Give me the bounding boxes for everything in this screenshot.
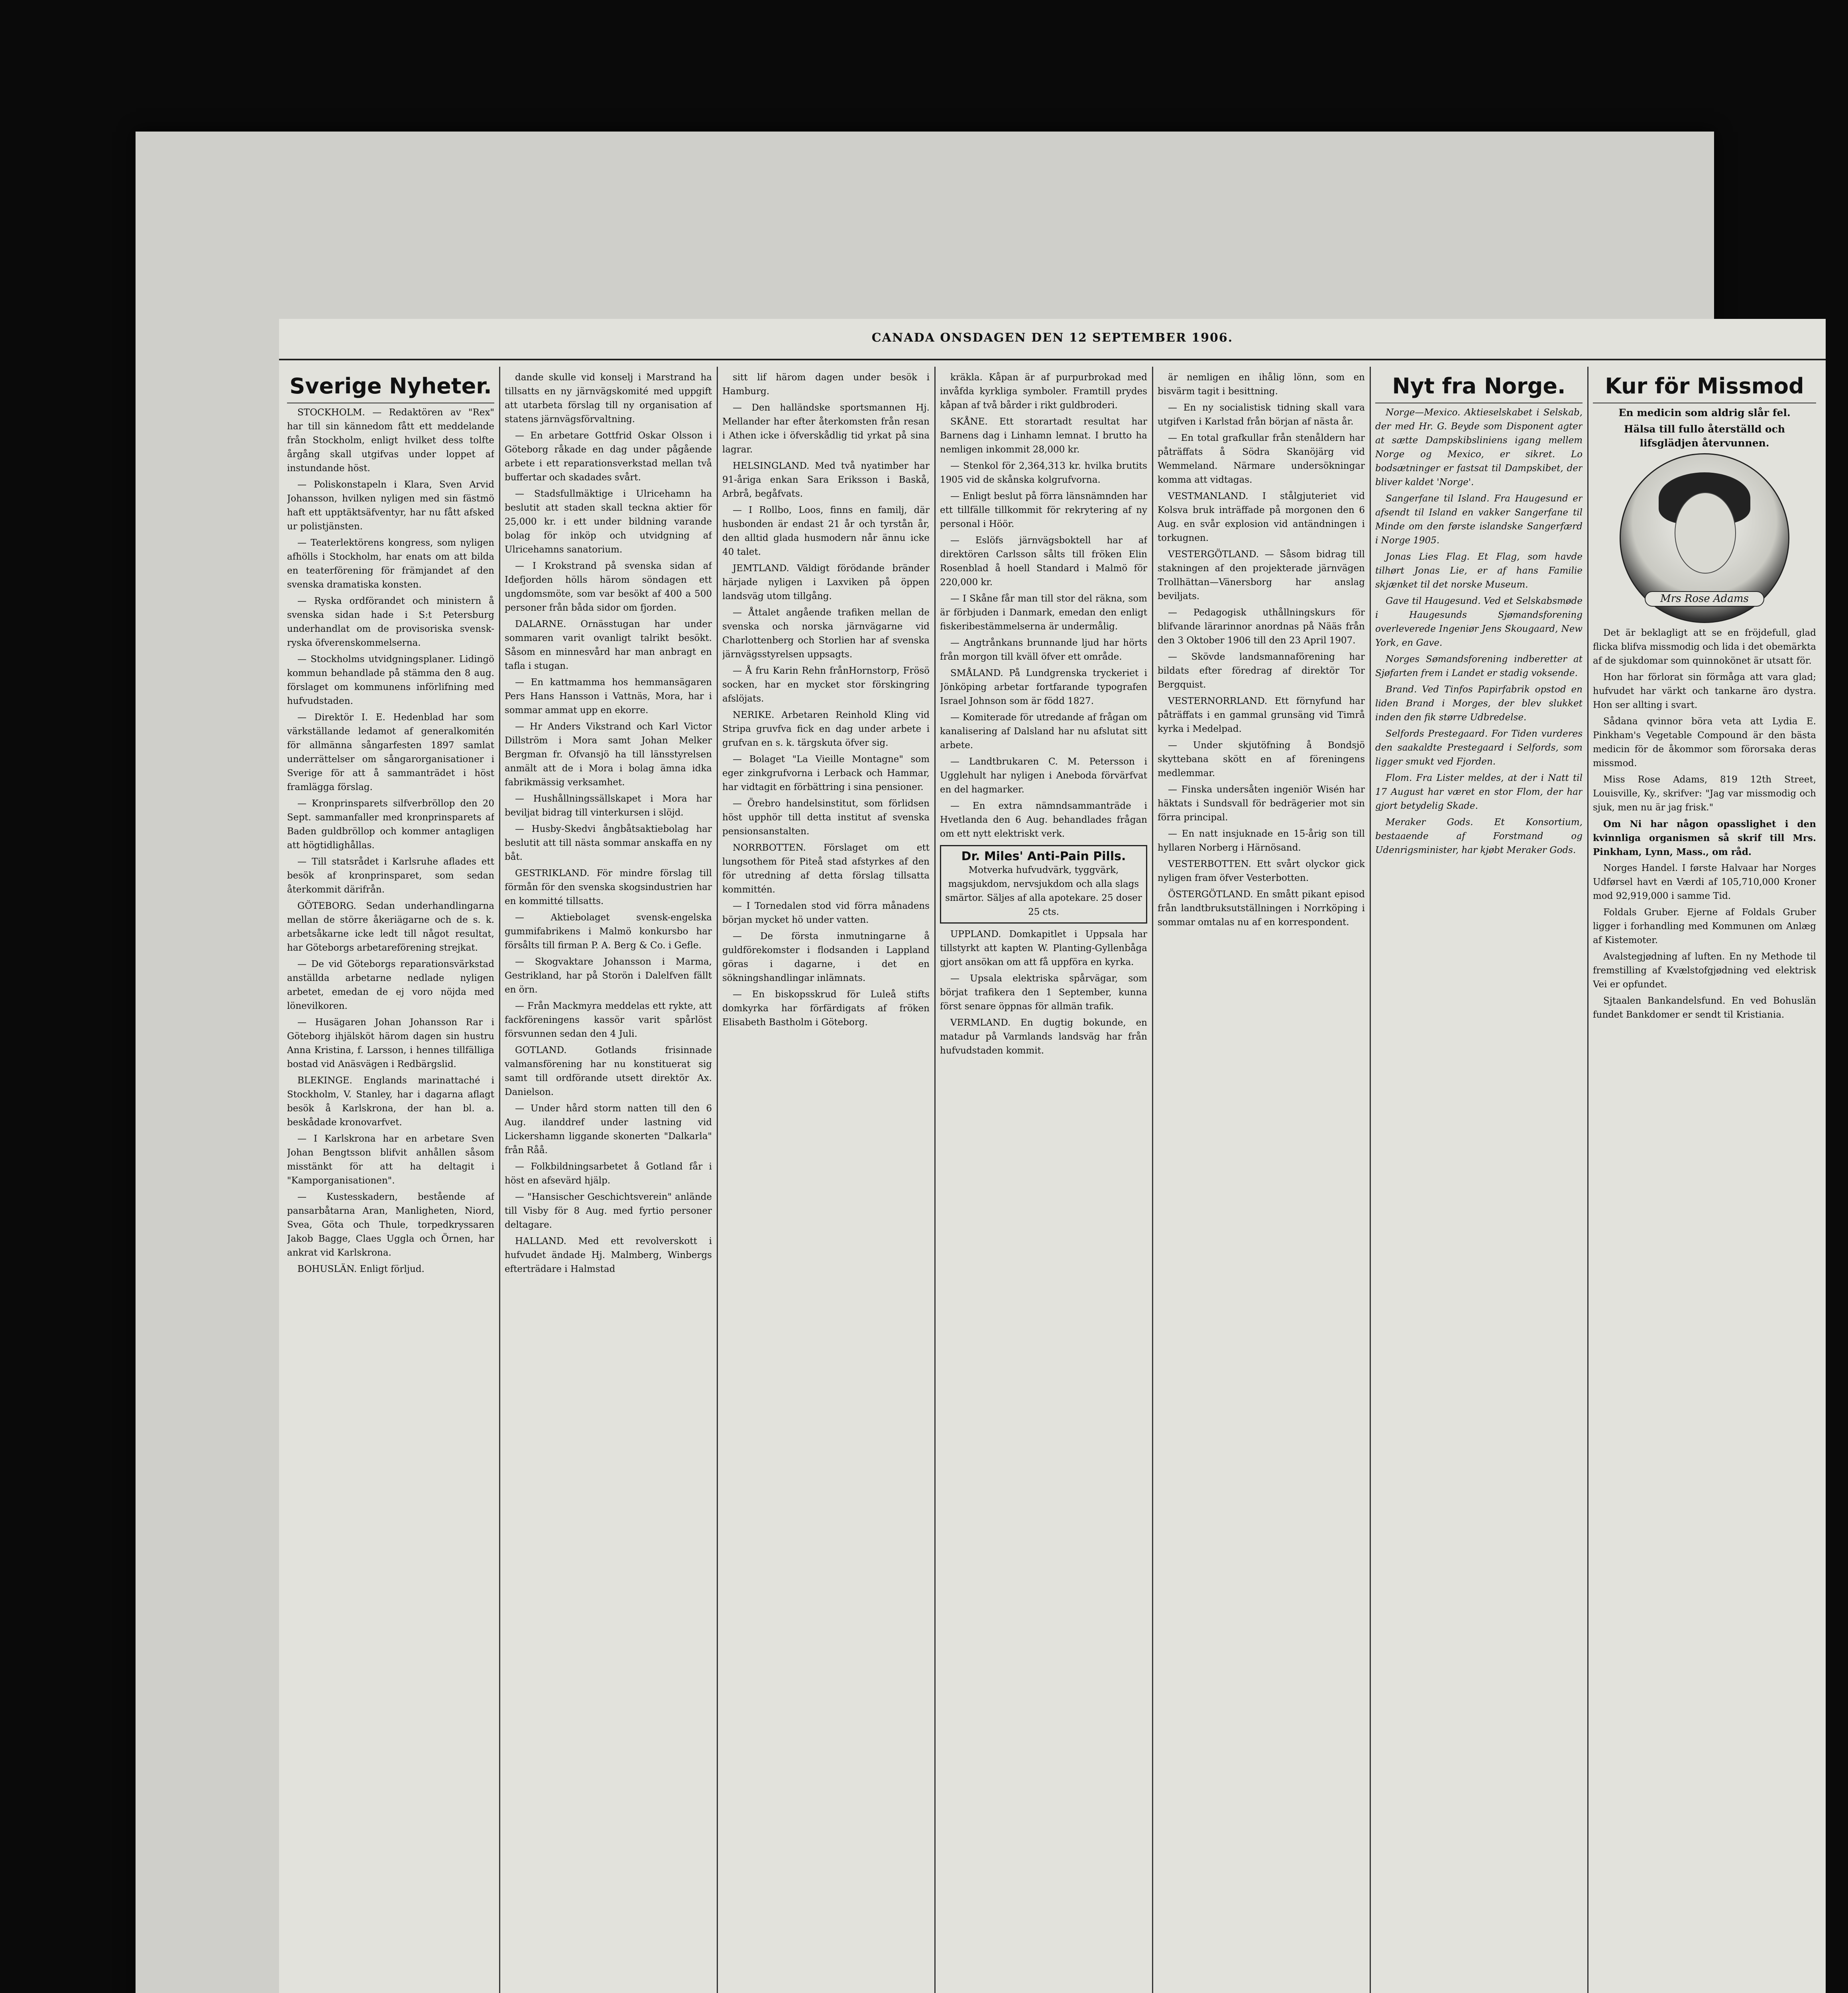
column-3 [722, 371, 930, 1993]
article-paragraph: — Hr Anders Vikstrand och Karl Victor Dillström i Mora samt Johan Melker Bergman fr. Ofvansjö ha till länsstyrelsen anmält att de i Mora i bolag ämna idka fabrikmässig verksamhet. [505, 721, 712, 788]
article-paragraph: — I Krokstrand på svenska sidan af Idefjorden hölls härom söndagen ett ungdomsmöte, som var besökt af 400 a 500 personer från båda sidor om fjorden. [505, 561, 712, 613]
column-divider [934, 367, 936, 1993]
article-paragraph: — Från Mackmyra meddelas ett rykte, att fackföreningens kassör varit spårlöst försvunnen sedan den 4 Juli. [505, 1001, 712, 1039]
article-paragraph: — "Hansischer Geschichtsverein" anlände till Visby för 8 Aug. med fyrtio personer deltagare. [505, 1192, 712, 1230]
column-divider [1370, 367, 1371, 1993]
article-paragraph: Sådana qvinnor böra veta att Lydia E. Pinkham's Vegetable Compound är den bästa medicin för de åkommor som förorsaka deras missmod. [1593, 716, 1816, 769]
article-paragraph: — Skogvaktare Johansson i Marma, Gestrikland, har på Storön i Dalelfven fällt en örn. [505, 957, 712, 995]
article-paragraph: sitt lif härom dagen under besök i Hamburg. [722, 372, 930, 397]
article-paragraph: — Den halländske sportsmannen Hj. Mellander har efter återkomsten från resan i Athen icke i öfverskådlig tid yrkat på sina lagrar. [722, 403, 930, 455]
article-paragraph: — Finska undersåten ingeniör Wisén har häktats i Sundsvall för bedrägerier mot sin förra principal. [1158, 784, 1365, 823]
article-paragraph: GÖTEBORG. Sedan underhandlingarna mellan de större åkeriägarne och de s. k. arbetsåkarne icke ledt till något resultat, har Göteborgs arbetareförening strejkat. [287, 901, 494, 953]
newspaper-sheet [136, 132, 1816, 1993]
article-paragraph: Avalstegjødning af luften. En ny Methode til fremstilling af Kvælstofgjødning ved elektrisk Vei er opfundet. [1593, 951, 1816, 990]
section-title: Nyt fra Norge. [1375, 372, 1583, 403]
section-kicker: En medicin som aldrig slår fel. [1618, 407, 1791, 419]
article-paragraph: Selfords Prestegaard. For Tiden vurderes den saakaldte Prestegaard i Selfords, som ligger smukt ved Fjorden. [1375, 729, 1583, 767]
article-paragraph: ÖSTERGÖTLAND. En smått pikant episod från landtbruksutställningen i Norrköping i sommar omtalas nu af en korrespondent. [1158, 889, 1365, 928]
article-paragraph: Norges Handel. I første Halvaar har Norges Udførsel havt en Værdi af 105,710,000 Kroner mod 92,919,000 i samme Tid. [1593, 863, 1816, 901]
article-paragraph: Gave til Haugesund. Ved et Selskabsmøde i Haugesunds Sjømandsforening overleverede Ingeniør Jens Skougaard, New York, en Gave. [1375, 596, 1583, 648]
column-5 [1158, 371, 1365, 1993]
article-paragraph: — Angtrånkans brunnande ljud har hörts från morgon till kväll öfver ett område. [940, 638, 1147, 662]
article-paragraph: — Poliskonstapeln i Klara, Sven Arvid Johansson, hvilken nyligen med sin fästmö haft ett upptäktsäfventyr, har nu fått afsked ur polistjänsten. [287, 480, 494, 532]
article-paragraph: — En total grafkullar från stenåldern har påträffats å Södra Skanöjärg vid Wemmeland. Närmare undersökningar komma att vidtagas. [1158, 433, 1365, 485]
article-paragraph: — Direktör I. E. Hedenblad har som värkställande ledamot af generalkomitén för allmänna sångarfesten 1897 samlat underrättelser om sångarorganisationer i Sverige för att å sammanträdet i höst framlägga förslag. [287, 712, 494, 792]
article-paragraph: Norge—Mexico. Aktieselskabet i Selskab, der med Hr. G. Beyde som Disponent agter at sætte Dampskibsliniens igang mellem Norge og Mexico, er sikret. Lo bodsætninger er fastsat til Dampskibet, der bliver kaldet 'Norge'. [1375, 407, 1583, 487]
article-paragraph: — Husby-Skedvi ångbåtsaktiebolag har beslutit att till nästa sommar anskaffa en ny båt. [505, 824, 712, 862]
article-paragraph: — Skövde landsmannaförening har bildats efter föredrag af direktör Tor Bergquist. [1158, 652, 1365, 690]
article-paragraph: — I Tornedalen stod vid förra månadens början mycket hö under vatten. [722, 901, 930, 925]
article-paragraph: — Ryska ordförandet och ministern å svenska sidan hade i S:t Petersburg underhandlat om de provisoriska svensk-ryska öfverenskommelserna. [287, 596, 494, 648]
article-paragraph: Det är beklagligt att se en fröjdefull, glad flicka blifva missmodig och lida i det obemärkta af de sjukdomar som quinnokönet är utsatt för. [1593, 628, 1816, 666]
article-paragraph: — Husägaren Johan Johansson Rar i Göteborg ihjälsköt härom dagen sin hustru Anna Kristina, f. Larsson, i hennes tillfälliga bostad vid Anäsvägen i Redbärgslid. [287, 1017, 494, 1069]
article-paragraph: — Åttalet angående trafiken mellan de svenska och norska järnvägarne vid Charlottenberg och Storlien har af svenska järnvägsstyrelsen uppsagts. [722, 607, 930, 660]
article-paragraph: — Eslöfs järnvägsboktell har af direktören Carlsson sålts till fröken Elin Rosenblad å hoell Standard i Malmö för 220,000 kr. [940, 535, 1147, 588]
article-paragraph: UPPLAND. Domkapitlet i Uppsala har tillstyrkt att kapten W. Planting-Gyllenbåga gjort ansökan om att få uppföra en kyrka. [940, 929, 1147, 967]
portrait-illustration [1620, 453, 1789, 623]
article-paragraph: — Komiterade för utredande af frågan om kanalisering af Dalsland har nu afslutat sitt arbete. [940, 712, 1147, 751]
column-sverige-nyheter [287, 371, 494, 1993]
article-paragraph: Norges Sømandsforening indberetter at Sjøfarten frem i Landet er stadig voksende. [1375, 654, 1583, 678]
article-paragraph: VESTERGÖTLAND. — Såsom bidrag till stakningen af den projekterade järnvägen Trollhättan—Vänersborg har anslag beviljats. [1158, 549, 1365, 601]
article-paragraph: — De vid Göteborgs reparationsvärkstad anställda arbetarne nedlade nyligen arbetet, emedan de ej voro nöjda med lönevilkoren. [287, 959, 494, 1011]
article-paragraph: Brand. Ved Tinfos Papirfabrik opstod en liden Brand i Morges, der blev slukket inden den fik større Udbredelse. [1375, 684, 1583, 723]
article-paragraph: — Enligt beslut på förra länsnämnden har ett tillfälle tillkommit för rekrytering af ny personal i Höör. [940, 491, 1147, 529]
article-paragraph: är nemligen en ihålig lönn, som en bisvärm tagit i besittning. [1158, 372, 1365, 397]
article-paragraph: Sangerfane til Island. Fra Haugesund er afsendt til Island en vakker Sangerfane til Minde om den første islandske Sangerfærd i Norge 1905. [1375, 493, 1583, 546]
article-paragraph: — Stockholms utvidgningsplaner. Lidingö kommun behandlade på stämma den 8 aug. förslaget om kommunens införlifning med hufvudstaden. [287, 654, 494, 706]
article-paragraph: — Bolaget "La Vieille Montagne" som eger zinkgrufvorna i Lerback och Hammar, har vidtagit en förbättring i sina pensioner. [722, 754, 930, 792]
article-paragraph: — I Rollbo, Loos, finns en familj, där husbonden är endast 21 år och tyrstån år, den alltid glada husmodern når ännu icke 40 talet. [722, 505, 930, 557]
article-paragraph: Om Ni har någon opasslighet i den kvinnliga organismen så skrif till Mrs. Pinkham, Lynn, Mass., om råd. [1593, 819, 1816, 857]
article-paragraph: — En arbetare Gottfrid Oskar Olsson i Göteborg råkade en dag under pågående arbete i ett reparationsverkstad mellan två buffertar och skadades svårt. [505, 430, 712, 483]
article-paragraph: BLEKINGE. Englands marinattaché i Stockholm, V. Stanley, har i dagarna aflagt besök å Karlskrona, der han bl. a. beskådade kronovarfvet. [287, 1075, 494, 1128]
column-kur-for-missmod [1593, 371, 1816, 1993]
section-intro: Hälsa till fullo återställd och lifsglädjen återvunnen. [1624, 423, 1785, 449]
column-divider [1152, 367, 1153, 1993]
portrait-face [1675, 492, 1736, 574]
article-paragraph: — Under skjutöfning å Bondsjö skyttebana skött en af föreningens medlemmar. [1158, 740, 1365, 778]
article-paragraph: SMÅLAND. På Lundgrenska tryckeriet i Jönköping arbetar fortfarande typografen Israel Johnson som är född 1827. [940, 668, 1147, 706]
column-divider [717, 367, 718, 1993]
article-paragraph: — Under hård storm natten till den 6 Aug. ilanddref under lastning vid Lickershamn liggande skonerten "Dalkarla" från Råå. [505, 1103, 712, 1156]
article-paragraph: — Landtbrukaren C. M. Petersson i Ugglehult har nyligen i Aneboda förvärfvat en del hagmarker. [940, 757, 1147, 795]
article-paragraph: — En ny socialistisk tidning skall vara utgifven i Karlstad från början af nästa år. [1158, 403, 1365, 427]
column-divider [1587, 367, 1588, 1993]
article-paragraph: VESTERNORRLAND. Ett förnyfund har påträffats i en gammal grunsäng vid Timrå kyrka i Medelpad. [1158, 696, 1365, 734]
article-paragraph: NORRBOTTEN. Förslaget om ett lungsothem för Piteå stad afstyrkes af den för utredning af detta förslag tillsatta kommittén. [722, 843, 930, 895]
column-4 [940, 371, 1147, 1993]
article-paragraph: STOCKHOLM. — Redaktören av "Rex" har till sin kännedom fått ett meddelande från Stockholm, enligt hvilket dess tolfte årgång skall utgifvas under loppet af instundande höst. [287, 407, 494, 474]
article-paragraph: — Kustesskadern, bestående af pansarbåtarna Aran, Manligheten, Niord, Svea, Göta och Thule, torpedkryssaren Jakob Bagge, Claes Uggla och Örnen, har ankrat vid Karlskrona. [287, 1192, 494, 1258]
article-paragraph: — En biskopsskrud för Luleå stifts domkyrka har förfärdigats af fröken Elisabeth Bastholm i Göteborg. [722, 989, 930, 1028]
article-paragraph: — Teaterlektörens kongress, som nyligen afhölls i Stockholm, har enats om att bilda en teaterförening för främjandet af den svenska dramatiska konsten. [287, 538, 494, 590]
article-paragraph: GOTLAND. Gotlands frisinnade valmansförening har nu konstituerat sig samt till ordförande utsett direktör Ax. Danielson. [505, 1045, 712, 1097]
article-paragraph: HELSINGLAND. Med två nyatimber har 91-åriga enkan Sara Eriksson i Baskå, Arbrå, begåfvats. [722, 461, 930, 499]
portrait-caption: Mrs Rose Adams [1645, 591, 1764, 607]
section-title: Sverige Nyheter. [287, 372, 494, 403]
article-paragraph: kräkla. Kåpan är af purpurbrokad med invåfda kyrkliga symboler. Framtill prydes kåpan af två bårder i rikt guldbroderi. [940, 372, 1147, 411]
article-paragraph: — Upsala elektriska spårvägar, som börjat trafikera den 1 September, kunna först senare öppnas för allmän trafik. [940, 973, 1147, 1012]
article-paragraph: GESTRIKLAND. För mindre förslag till förmån för den svenska skogsindustrien har en kommitté tillsatts. [505, 868, 712, 906]
advertisement-title: Dr. Miles' Anti-Pain Pills. [961, 849, 1126, 863]
article-paragraph: — Hushållningssällskapet i Mora har beviljat bidrag till vinterkursen i slöjd. [505, 794, 712, 818]
advertisement-text: Motverka hufvudvärk, tyggvärk, magsjukdom, nervsjukdom och alla slags smärtor. Säljes af alla apotekare. 25 doser 25 cts. [945, 865, 1142, 917]
article-paragraph: — Å fru Karin Rehn frånHornstorp, Frösö socken, har en mycket stor förskingring afslöjats. [722, 666, 930, 704]
article-paragraph: JEMTLAND. Väldigt förödande bränder härjade nyligen i Laxviken på öppen landsväg utom tillgång. [722, 563, 930, 601]
article-paragraph: Jonas Lies Flag. Et Flag, som havde tilhørt Jonas Lie, er af hans Familie skjænket til det norske Museum. [1375, 552, 1583, 590]
column-divider [499, 367, 500, 1993]
article-paragraph: Foldals Gruber. Ejerne af Foldals Gruber ligger i forhandling med Kommunen om Anlæg af Kistemoter. [1593, 907, 1816, 945]
article-paragraph: NERIKE. Arbetaren Reinhold Kling vid Stripa gruvfva fick en dag under arbete i grufvan en s. k. tärgskuta öfver sig. [722, 710, 930, 748]
article-paragraph: — En natt insjuknade en 15-årig son till hyllaren Norberg i Härnösand. [1158, 829, 1365, 853]
article-paragraph: — I Karlskrona har en arbetare Sven Johan Bengtsson blifvit anhållen såsom misstänkt för att ha deltagit i "Kamporganisationen". [287, 1134, 494, 1186]
article-paragraph: — Kronprinsparets silfverbröllop den 20 Sept. sammanfaller med kronprinsparets af Baden guldbröllop och kommer antagligen att högtidlighållas. [287, 798, 494, 851]
article-paragraph: VESTMANLAND. I stålgjuteriet vid Kolsva bruk inträffade på morgonen den 6 Aug. en svår explosion vid antändningen i torkugnen. [1158, 491, 1365, 543]
article-paragraph: — I Skåne får man till stor del räkna, som är förbjuden i Danmark, emedan den enligt fiskeribestämmelserna är undermålig. [940, 594, 1147, 632]
article-paragraph: — En kattmamma hos hemmansägaren Pers Hans Hansson i Vattnäs, Mora, har i sommar ammat upp en ekorre. [505, 677, 712, 715]
newspaper-page [279, 319, 1826, 1993]
article-paragraph: Miss Rose Adams, 819 12th Street, Louisville, Ky., skrifver: "Jag var missmodig och sjuk, men nu är jag frisk." [1593, 774, 1816, 813]
article-paragraph: SKÅNE. Ett storartadt resultat har Barnens dag i Linhamn lemnat. I brutto ha nemligen inkommit 28,000 kr. [940, 417, 1147, 455]
article-paragraph: VERMLAND. En dugtig bokunde, en matadur på Varmlands landsväg har från hufvudstaden kommit. [940, 1018, 1147, 1056]
article-paragraph: — En extra nämndsammanträde i Hvetlanda den 6 Aug. behandlades frågan om ett nytt elektriskt verk. [940, 801, 1147, 839]
article-paragraph: — Folkbildningsarbetet å Gotland får i höst en afsevärd hjälp. [505, 1162, 712, 1186]
article-paragraph: — Stenkol för 2,364,313 kr. hvilka brutits 1905 vid de skånska kolgrufvorna. [940, 461, 1147, 485]
column-2 [505, 371, 712, 1993]
section-title: Kur för Missmod [1593, 372, 1816, 403]
masthead-rule [279, 359, 1826, 360]
article-paragraph: HALLAND. Med ett revolverskott i hufvudet ändade Hj. Malmberg, Winbergs efterträdare i Halmstad [505, 1236, 712, 1274]
article-paragraph: Hon har förlorat sin förmåga att vara glad; hufvudet har värkt och tankarne äro dystra. Hon ser allting i svart. [1593, 672, 1816, 710]
article-paragraph: — Stadsfullmäktige i Ulricehamn ha beslutit att staden skall teckna aktier för 25,000 kr. i ett under bildning varande bolag för inköp och utvidgning af Ulricehamns sanatorium. [505, 489, 712, 555]
article-paragraph: VESTERBOTTEN. Ett svårt olyckor gick nyligen fram öfver Vesterbotten. [1158, 859, 1365, 883]
article-paragraph: Flom. Fra Lister meldes, at der i Natt til 17 August har været en stor Flom, der har gjort betydelig Skade. [1375, 773, 1583, 811]
article-paragraph: dande skulle vid konselj i Marstrand ha tillsatts en ny järnvägskomité med uppgift att utarbeta förslag till ny organisation af statens järnvägsförvaltning. [505, 372, 712, 425]
column-nyt-fra-norge [1375, 371, 1583, 1993]
article-paragraph: — Aktiebolaget svensk-engelska gummifabrikens i Malmö konkursbo har försålts till firman P. A. Berg & Co. i Gefle. [505, 912, 712, 951]
advertisement-box [940, 845, 1147, 924]
article-paragraph: — De första inmutningarne å guldförekomster i flodsanden i Lappland göras i dagarne, i det en sökningshandlingar inlämnats. [722, 931, 930, 983]
masthead: CANADA ONSDAGEN DEN 12 SEPTEMBER 1906. [871, 331, 1233, 345]
article-paragraph: DALARNE. Ornässtugan har under sommaren varit ovanligt talrikt besökt. Såsom en minnesvård har man anbragt en tafla i stugan. [505, 619, 712, 671]
article-paragraph: Sjtaalen Bankandelsfund. En ved Bohuslän fundet Bankdomer er sendt til Kristiania. [1593, 996, 1816, 1020]
article-paragraph: — Örebro handelsinstitut, som förlidsen höst upphör till detta institut af svenska pensionsanstalten. [722, 798, 930, 837]
article-paragraph: — Till statsrådet i Karlsruhe aflades ett besök af kronprinsparet, som sedan återkommit därifrån. [287, 857, 494, 895]
article-paragraph: Meraker Gods. Et Konsortium, bestaaende af Forstmand og Udenrigsminister, har kjøbt Meraker Gods. [1375, 817, 1583, 855]
article-paragraph: BOHUSLÄN. Enligt förljud. [297, 1264, 425, 1274]
article-paragraph: — Pedagogisk uthållningskurs för blifvande lärarinnor anordnas på Nääs från den 3 Oktober 1906 till den 23 April 1907. [1158, 607, 1365, 646]
